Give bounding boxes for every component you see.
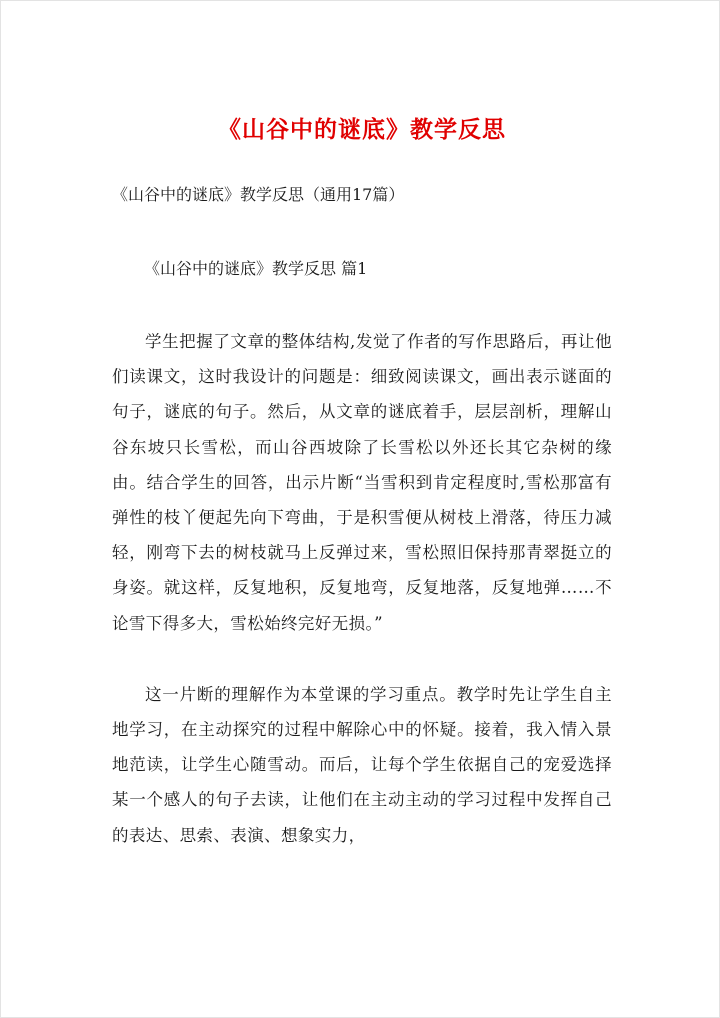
paragraph-2: 这一片断的理解作为本堂课的学习重点。教学时先让学生自主地学习，在主动探究的过程中解除心中的怀疑。接着，我入情入景地范读，让学生心随雪动。而后，让每个学生依据自己的宠爱选择某一个感人的句子去读，让他们在主动主动的学习过程中发挥自己的表达、思索、表演、想象实力， xyxy=(112,684,612,845)
document-title: 《山谷中的谜底》教学反思 xyxy=(218,116,506,143)
paragraph-1: 学生把握了文章的整体结构,发觉了作者的写作思路后，再让他们读课文，这时我设计的问题是：细致阅读课文，画出表示谜面的句子，谜底的句子。然后，从文章的谜底着手，层层剖析，理解山谷东坡只长雪松，而山谷西坡除了长雪松以外还长其它杂树的缘由。结合学生的回答，出示片断“当雪积到肯定程度时,雪松那富有弹性的枝丫便起先向下弯曲，于是积雪便从树枝上滑落，待压力减轻，刚弯下去的树枝就马上反弹过来，雪松照旧保持那青翠挺立的身姿。就这样，反复地积，反复地弯，反复地落，反复地弹……不论雪下得多大，雪松始终完好无损。” xyxy=(112,332,612,633)
section-heading: 《山谷中的谜底》教学反思 篇1 xyxy=(144,259,368,278)
document-body xyxy=(112,110,612,853)
document-subtitle: 《山谷中的谜底》教学反思（通用17篇） xyxy=(112,185,405,204)
